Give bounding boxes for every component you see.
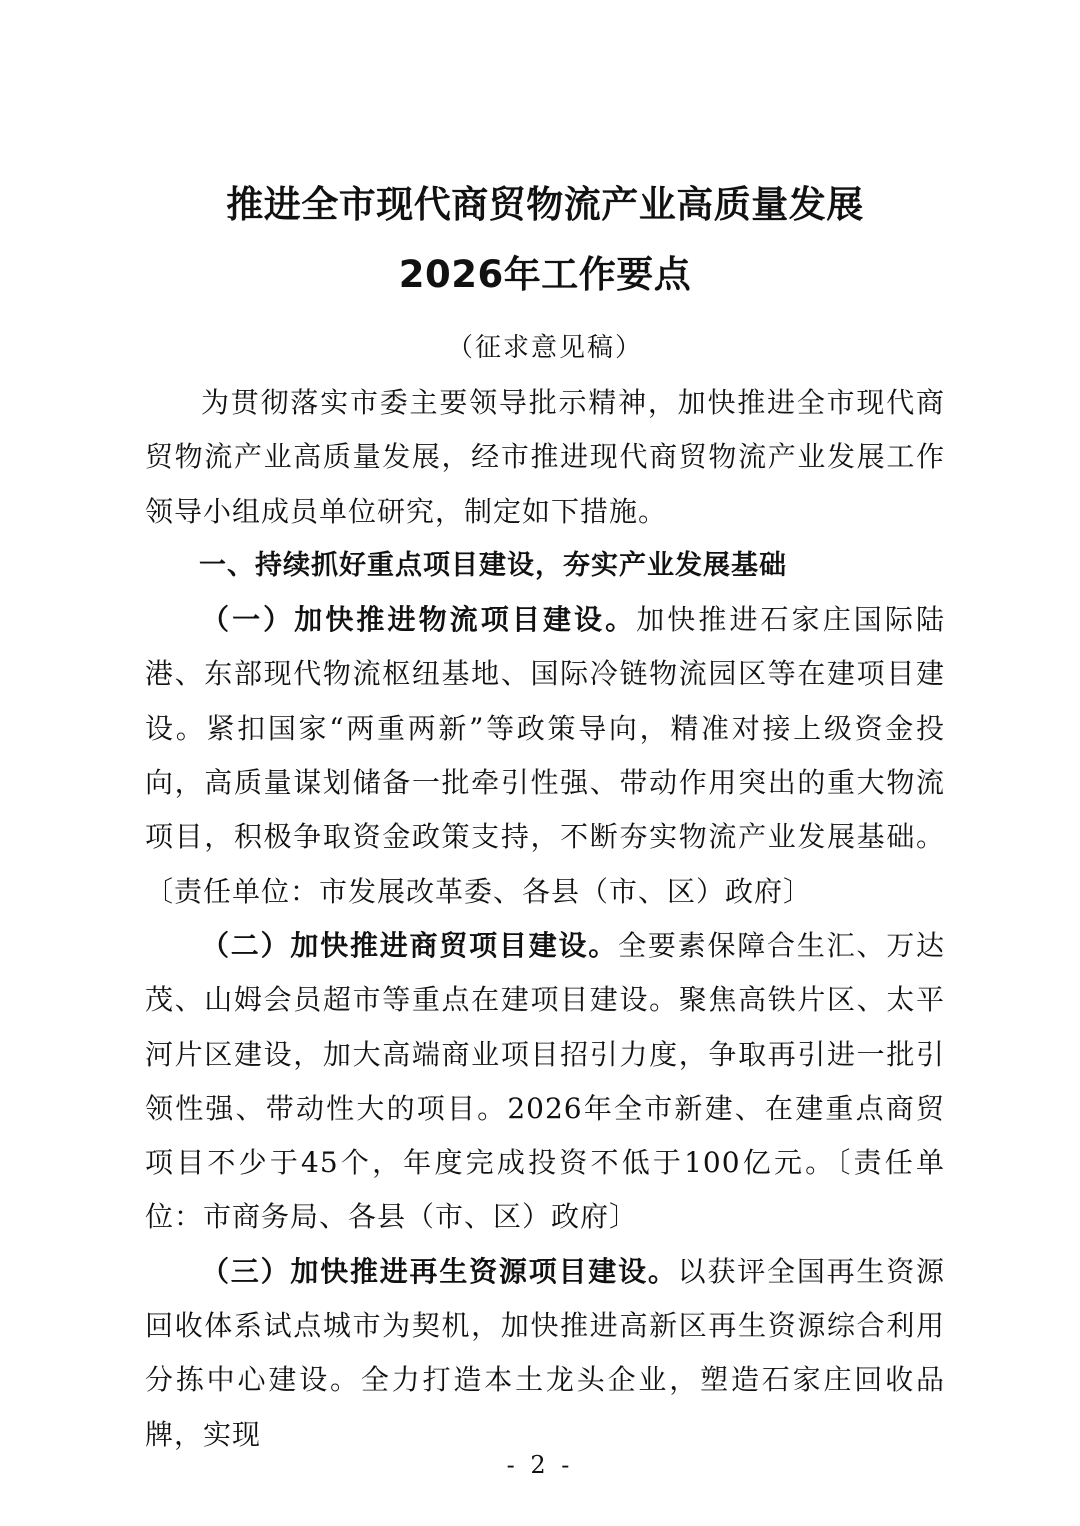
item-3-body: 以获评全国再生资源回收体系试点城市为契机，加快推进高新区再生资源综合利用分拣中心建设。全力打造本土龙头企业，塑造石家庄回收品牌，实现	[145, 1254, 945, 1451]
item-2-body: 全要素保障合生汇、万达茂、山姆会员超市等重点在建项目建设。聚焦高铁片区、太平河片区建设，加大高端商业项目招引力度，争取再引进一批引领性强、带动性大的项目。2026年全市新建、在建重点商贸项目不少于45个，年度完成投资不低于100亿元。〔责任单位：市商务局、各县（市、区）政府〕	[145, 928, 945, 1234]
item-1-label: （一）加快推进物流项目建设。	[201, 603, 637, 637]
item-3-paragraph	[145, 1245, 945, 1462]
page-number: - 2 -	[506, 1451, 574, 1479]
document-page	[145, 180, 945, 1462]
item-1-body: 加快推进石家庄国际陆港、东部现代物流枢纽基地、国际冷链物流园区等在建项目建设。紧扣国家“两重两新”等政策导向，精准对接上级资金投向，高质量谋划储备一批牵引性强、带动作用突出的重大物流项目，积极争取资金政策支持，不断夯实物流产业发展基础。〔责任单位：市发展改革委、各县（市、区）政府〕	[145, 603, 945, 908]
draft-note: （征求意见稿）	[446, 333, 643, 363]
item-1-paragraph	[145, 593, 945, 919]
document-title	[145, 180, 945, 300]
title-line-1: 推进全市现代商贸物流产业高质量发展	[226, 183, 864, 226]
title-line-2: 2026年工作要点	[398, 253, 692, 296]
item-2-label: （二）加快推进商贸项目建设。	[201, 928, 619, 962]
section-1-heading: 一、持续抓好重点项目建设，夯实产业发展基础	[199, 549, 787, 581]
item-3-label: （三）加快推进再生资源项目建设。	[201, 1254, 678, 1288]
item-2-paragraph	[145, 919, 945, 1245]
intro-paragraph: 为贯彻落实市委主要领导批示精神，加快推进全市现代商贸物流产业高质量发展，经市推进现代商贸物流产业发展工作领导小组成员单位研究，制定如下措施。	[145, 386, 945, 528]
